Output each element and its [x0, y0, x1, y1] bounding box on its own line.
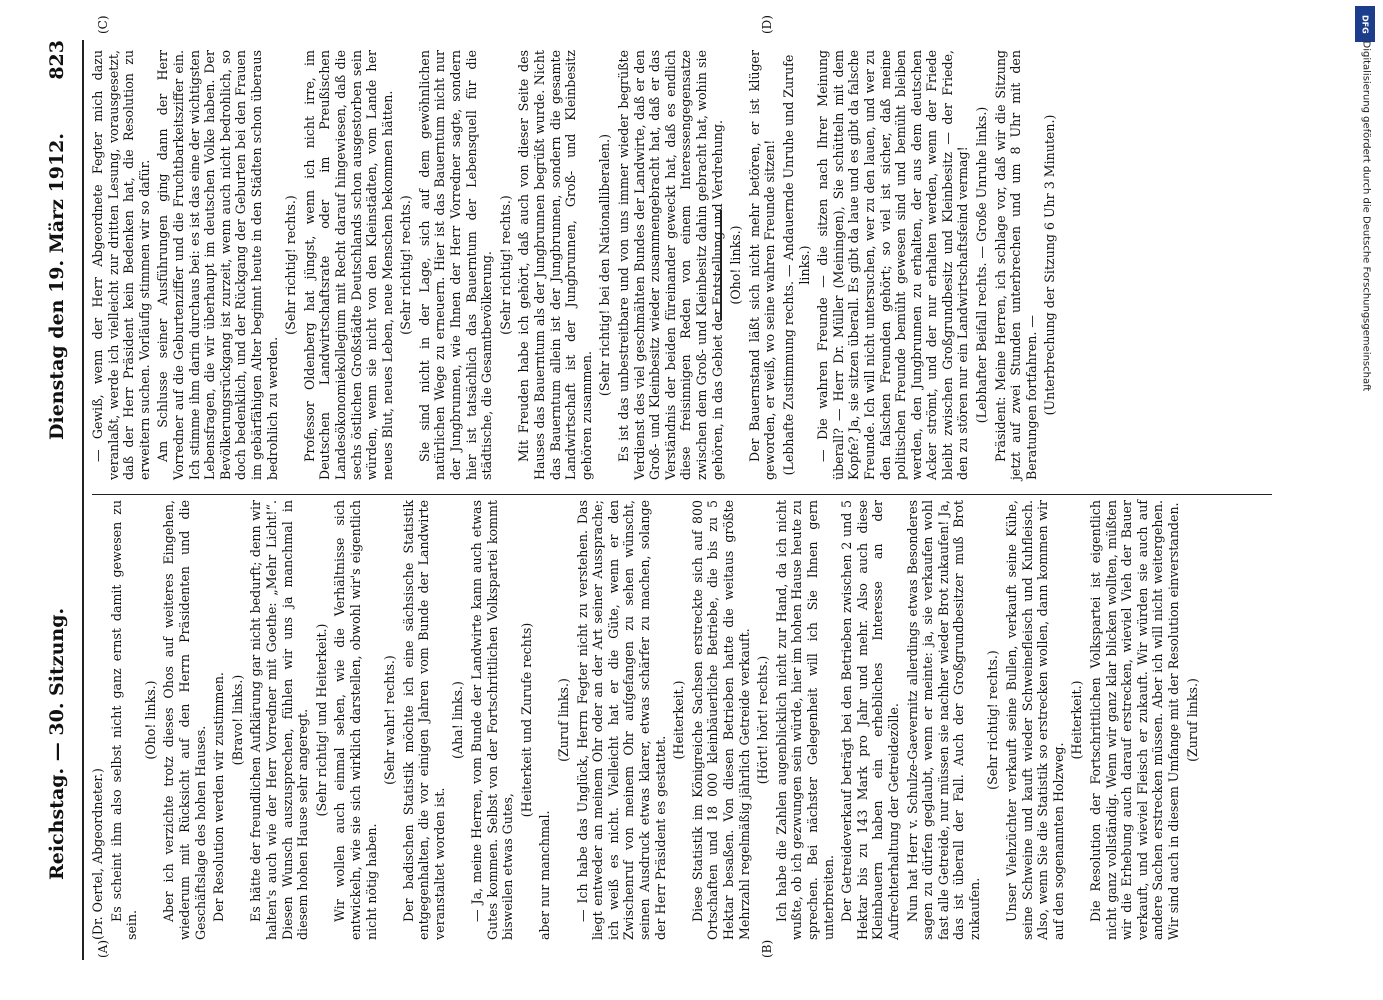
right-text-column: [90, 50, 1061, 480]
paragraph: Sie sind nicht in der Lage, sich auf dem gewöhnlichen natürlichen Wege zu erneuern. Hier ist das Bauerntum nicht nur der Jungbrunnen, wie Ihnen der Herr Vorredner sagte, sondern hier ist tatsächlich das Bauerntum der Lebensquell für die städtische, die Gesamtbevölkerung.: [416, 50, 495, 480]
section-end-rule: [720, 210, 722, 320]
margin-marker-d: (D): [760, 15, 774, 34]
column-divider: [92, 494, 1272, 495]
paragraph: Der badischen Statistik möchte ich eine sächsische Statistik entgegenhalten, die vor einigen Jahren vom Bunde der Landwirte veranstaltet worden ist.: [400, 500, 447, 940]
paragraph: Professor Oldenberg hat jüngst, wenn ich nicht irre, im Deutschen Landwirtschaftsrate oder im Preußischen Landesökonomiekollegium mit Recht darauf hingewiesen, daß die sechs östlichen Großstädte Deutschlands schon ausgestorben sein würden, wenn sie nicht von den Kleinstädten, vom Lande her neues Blut, neues Leben, neue Menschen bekommen hätten.: [301, 50, 395, 480]
digitization-credit-text: Digitalisierung gefördert durch die Deutsche Forschungsgemeinschaft: [1360, 40, 1372, 392]
interjection-line: (Sehr richtig! bei den Nationalliberalen.): [597, 133, 613, 397]
interjection-line: (Heiterkeit.): [1069, 680, 1085, 760]
paragraph: — Gewiß, wenn der Herr Abgeordnete Fegter mich dazu veranlaßt, werde ich vielleicht zur dritten Lesung, vorausgesetzt, daß der Herr Präsident kein Bedenken hat, die Resolution zu erweitern suchen. Vorläufig stimmen wir so dafür.: [90, 50, 152, 480]
digitization-credit: [1351, 40, 1379, 1000]
margin-marker-b: (B): [760, 939, 774, 958]
paragraph: Diese Statistik im Königreiche Sachsen erstreckte sich auf 800 Ortschaften und 18 000 kleinbäuerliche Betriebe, die bis zu 5 Hektar besaßen. Von diesen Betrieben hatte die weitaus größte Mehrzahl regelmäßig jährlich Getreide verkauft.: [689, 500, 752, 940]
interjection-line: (Sehr richtig! rechts.): [398, 195, 414, 335]
interjection-line: (Bravo! links.): [229, 674, 245, 766]
interjection-line: (Heiterkeit.): [671, 680, 687, 760]
paragraph: Ich habe die Zahlen augenblicklich nicht zur Hand, da ich nicht wußte, ob ich gezwungen sein würde, hier im hohen Hause heute zu sprechen. Bei nächster Gelegenheit will ich Sie Ihnen gern unterbreiten.: [773, 500, 836, 940]
paragraph: Präsident: Meine Herren, ich schlage vor, daß wir die Sitzung jetzt auf zwei Stunden unterbrechen und um 8 Uhr mit den Beratungen fortfahren. —: [992, 50, 1039, 480]
interjection-line: (Sehr richtig! rechts.): [985, 650, 1001, 790]
paragraph: — Die wahren Freunde — die sitzen nach Ihrer Meinung überall? — Herr Dr. Müller (Meiningen), Sie schütteln mit dem Kopfe? Ja, sie sitzen überall. Es gibt da laue und es gibt da falsche Freunde. Ich will nicht untersuchen, wer zu den lauen, und wer zu den falschen Freunden gehört; so viel ist sicher, daß meine politischen Freunde bemüht gewesen sind und bemüht bleiben werden, den Jungbrunnen zu erhalten, der aus dem deutschen Acker strömt, und der nur erhalten werden, wenn der Friede bleibt zwischen Großgrundbesitz und Kleinbesitz — der Friede, den zu stören nur ein Landwirtschaftsfeind vermag!: [815, 50, 971, 480]
interjection-line: (Sehr richtig! rechts.): [497, 195, 513, 335]
interjection-line: (Lebhafter Beifall rechts. — Große Unruhe links.): [974, 106, 990, 424]
interjection-line: (Zuruf links.): [1184, 678, 1200, 762]
paragraph: Es scheint ihm also selbst nicht ganz ernst damit gewesen zu sein.: [108, 500, 140, 940]
margin-marker-a: (A): [96, 939, 110, 958]
paragraph: Am Schlusse seiner Ausführungen ging dann der Herr Vorredner auf die Geburtenziffer und die Fruchtbarkeitsziffer ein. Ich stimme ihm darin durchaus bei: es ist das eine der wichtigsten Lebensfragen, die wir überhaupt im deutschen Volke haben. Der Bevölkerungsrückgang ist zurzeit, wenn auch nicht bedrohlich, so doch bedenklich, und der Rückgang der Geburten bei den Frauen im gebärfähigen Alter beginnt heute in den Städten schon überaus bedrohlich zu werden.: [155, 50, 280, 480]
interjection-line: (Sehr richtig! rechts.): [283, 195, 299, 335]
header-left-title: Reichstag. — 30. Sitzung.: [46, 607, 68, 880]
paragraph: (Dr. Oertel, Abgeordneter.): [90, 768, 105, 940]
paragraph: Nun hat Herr v. Schulze-Gaevernitz allerdings etwas Besonderes sagen zu dürfen geglaubt, wenn er meinte: ja, sie verkaufen wohl fast alle Getreide, nur müssen sie nachher wieder Brot zukaufen! Ja, das ist überall der Fall. Auch der Großgrundbesitzer muß Brot zukaufen.: [904, 500, 982, 940]
margin-marker-c: (C): [96, 15, 110, 34]
dfg-logo: DFG: [1355, 6, 1375, 42]
interjection-line: (Heiterkeit und Zurufe rechts): [518, 622, 534, 818]
interjection-line: (Zuruf links.): [556, 678, 572, 762]
paragraph: Der Bauernstand läßt sich nicht mehr betören, er ist klüger geworden, er weiß, wo seine wahren Freunde sitzen!: [746, 50, 778, 480]
paragraph: — Ich habe das Unglück, Herrn Fegter nicht zu verstehen. Das liegt entweder an meinem Ohr oder an der Art seiner Aussprache; ich weiß es nicht. Vielleicht hat er die Güte, wenn er den Zwischenruf von meinem Ohr aufgefangen zu sehen wünscht, seinen Ausdruck etwas klarer, etwas schärfer zu machen, solange der Herr Präsident es gestattet.: [574, 500, 668, 940]
header-rule: [82, 40, 84, 960]
interjection-line: (Unterbrechung der Sitzung 6 Uhr 3 Minuten.): [1042, 114, 1058, 416]
paragraph: Es ist das unbestreitbare und von uns immer wieder begrüßte Verdienst des viel geschmähten Bundes der Landwirte, daß er den Groß- und Kleinbesitz wieder zusammengebracht hat, daß er das Verständnis der beiden füreinander geweckt hat, daß es endlich diese freisinnigen Reden von einem Interessengegensatze zwischen dem Groß- und Kleinbesitz dahin gebracht hat, wohin sie gehören, in das Gebiet der Entstellung und Verdrehung.: [616, 50, 725, 480]
paragraph: Der Resolution werden wir zustimmen.: [211, 672, 227, 922]
left-text-column: [90, 500, 1203, 940]
interjection-line: (Aha! links.): [450, 681, 466, 759]
interjection-line: (Sehr wahr! rechts.): [382, 655, 398, 785]
page-number: 823: [46, 40, 68, 80]
paragraph: Wir wollen auch einmal sehen, wie die Verhältnisse sich entwickeln, wie sie sich wirklich darstellen, obwohl wir's eigentlich nicht nötig haben.: [332, 500, 379, 940]
paragraph: Unser Viehzüchter verkauft seine Bullen, verkauft seine Kühe, seine Schweine und kauft wieder Schweinefleisch und Kuhfleisch. Also, wenn Sie die Statistik so erstrecken wollen, dann kommen wir auf den sogenannten Holzweg.: [1004, 500, 1066, 940]
interjection-line: (Sehr richtig! und Heiterkeit.): [313, 623, 329, 817]
interjection-line: (Lebhafte Zustimmung rechts. — Andauernde Unruhe und Zurufe links.): [780, 54, 812, 476]
paragraph: Es hätte der freundlichen Aufklärung gar nicht bedurft; denn wir halten's auch wie der Herr Vorredner mit Goethe: „Mehr Licht!“. Diesen Wunsch auszusprechen, fühlen wir uns ja manchmal in diesem hohen Hause sehr angeregt.: [248, 500, 311, 940]
paragraph: Aber ich verzichte trotz dieses Ohos auf weiteres Eingehen, wiederum mit Rücksicht auf den Herrn Präsidenten und die Geschäftslage des hohen Hauses.: [161, 500, 208, 940]
paragraph: Die Resolution der Fortschrittlichen Volkspartei ist eigentlich nicht ganz vollständig. Wenn wir ganz klar blicken wollten, müßten wir die Erhebung auch darauf erstrecken, wieviel Vieh der Bauer verkauft, und wieviel Fleisch er zukauft. Wir würden sie auch auf andere Sachen erstrecken müssen. Aber ich will nicht weitergehen. Wir sind auch in diesem Umfange mit der Resolution einverstanden.: [1088, 500, 1181, 940]
paragraph: Mit Freuden habe ich gehört, daß auch von dieser Seite des Hauses das Bauerntum als der Jungbrunnen begrüßt wurde. Nicht das Bauerntum allein ist der Jungbrunnen, sondern die gesamte Landwirtschaft ist der Jungbrunnen, Groß- und Kleinbesitz gehören zusammen.: [516, 50, 594, 480]
interjection-line: (Oho! links.): [142, 680, 158, 760]
interjection-line: (Hört! hört! rechts.): [755, 655, 771, 785]
paragraph: Der Getreideverkauf beträgt bei den Betrieben zwischen 2 und 5 Hektar bis zu 143 Mark pro Jahr und mehr. Also auch diese Kleinbauern haben ein erhebliches Interesse an der Aufrechterhaltung der Getreidezölle.: [839, 500, 901, 940]
interjection-line: (Oho! links.): [728, 225, 744, 305]
header-right-date: Dienstag den 19. März 1912.: [46, 132, 68, 440]
paragraph: aber nur manchmal.: [537, 810, 553, 940]
paragraph: — Ja, meine Herren, vom Bunde der Landwirte kann auch etwas Gutes kommen. Selbst von der Fortschrittlichen Volkspartei kommt bisweilen etwas Gutes,: [469, 500, 516, 940]
running-header: [40, 40, 74, 960]
